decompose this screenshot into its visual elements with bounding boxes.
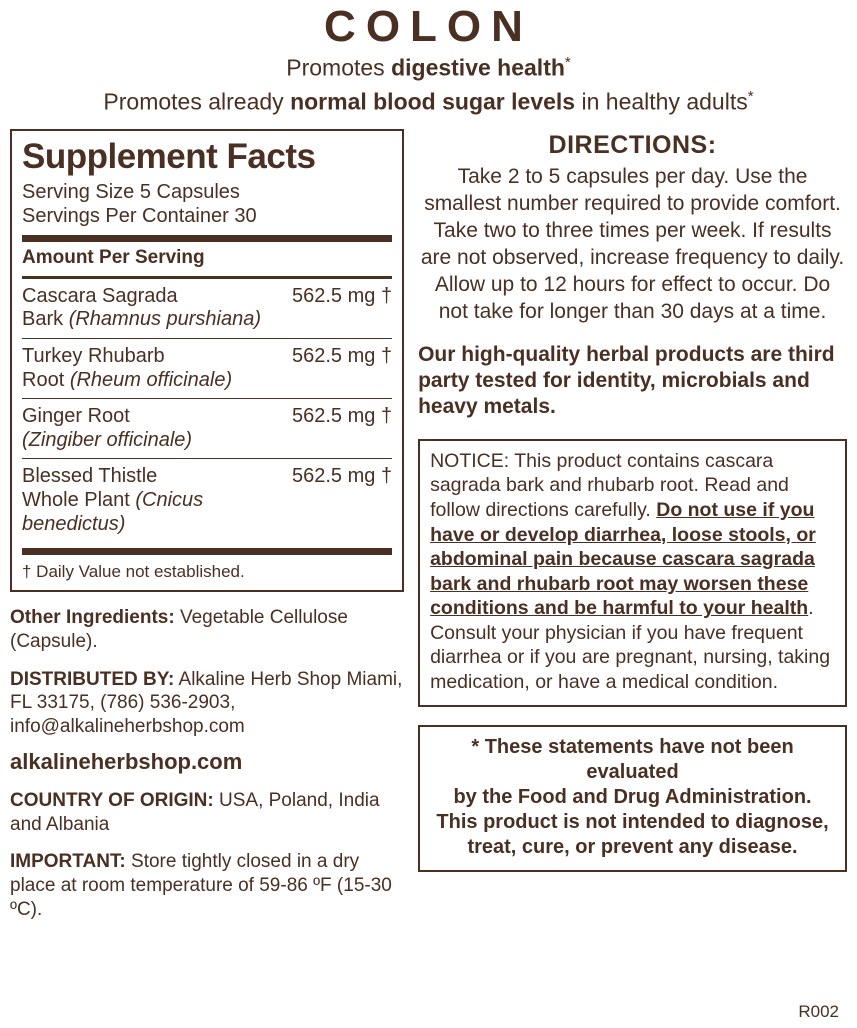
ingredient-amount: 562.5 mg † [292, 405, 393, 428]
distributed-by [10, 668, 404, 739]
ingredient-latin-name: (Rhamnus purshiana) [68, 308, 262, 331]
daily-value-footnote: † Daily Value not established. [22, 562, 245, 582]
country-of-origin-value: USA, Poland, India and Albania [10, 789, 380, 835]
ingredient-latin-name: (Rheum officinale) [69, 368, 233, 391]
divider-thick-bottom [22, 548, 392, 555]
disclaimer-line-2: by the Food and Drug Administration. [453, 785, 812, 808]
fda-disclaimer-box [418, 725, 847, 873]
supplement-facts-title: Supplement Facts [22, 137, 316, 177]
notice-part-2: . Consult your physician if you have frequent diarrhea or if you are pregnant, nursing, taking medication, or have a medical condition. [430, 597, 831, 693]
notice-warning-underlined: Do not use if you have or develop diarrhea, loose stools, or abdominal pain because cascara sagrada bark and rhubarb root may worsen these conditions and be harmful to your health [430, 499, 816, 620]
page-title: COLON [324, 2, 533, 51]
distributed-by-value: Alkaline Herb Shop Miami, FL 33175, (786) 536-2903, info@alkalineherbshop.com [10, 668, 403, 738]
directions-title: DIRECTIONS: [548, 131, 717, 160]
supplement-label [0, 4, 857, 1028]
claim-digestive-health [10, 53, 847, 84]
amount-per-serving-header: Amount Per Serving [22, 246, 205, 268]
ingredient-name-line1: Turkey Rhubarb [22, 345, 165, 367]
storage-important [10, 850, 404, 921]
claim-1-asterisk: * [564, 54, 571, 72]
claim-blood-sugar [10, 87, 847, 118]
ingredient-amount: 562.5 mg † [292, 465, 393, 488]
disclaimer-line-1: * These statements have not been evaluated [471, 735, 794, 783]
quality-statement: Our high-quality herbal products are third party tested for identity, microbials and heavy metals. [418, 342, 835, 419]
ingredient-name [22, 285, 261, 332]
claim-2-asterisk: * [747, 87, 754, 105]
other-ingredients [10, 606, 404, 654]
ingredient-name-line1: Blessed Thistle [22, 465, 158, 488]
table-row [22, 459, 392, 542]
claim-2-emphasis: normal blood sugar levels [290, 88, 576, 115]
notice-box [418, 439, 847, 707]
claim-1-prefix: Promotes [286, 54, 392, 81]
ingredient-name-line2: Bark [22, 308, 69, 331]
left-column [10, 129, 404, 921]
table-row [22, 339, 392, 398]
ingredient-latin-name: (Zingiber officinale) [22, 428, 193, 451]
important-label: IMPORTANT: [10, 851, 126, 873]
right-column [418, 129, 847, 872]
claim-2-suffix: in healthy adults [575, 88, 748, 115]
other-ingredients-label: Other Ingredients: [10, 607, 175, 629]
revision-code: R002 [798, 1002, 839, 1021]
claim-2-prefix: Promotes already [103, 88, 291, 115]
label-columns [10, 129, 847, 921]
website-link[interactable]: alkalineherbshop.com [10, 748, 243, 774]
ingredient-name-line2: Whole Plant [22, 488, 136, 511]
distributed-by-label: DISTRIBUTED BY: [10, 668, 175, 690]
table-row [22, 399, 392, 458]
ingredient-name [22, 405, 192, 452]
ingredient-name-line1: Ginger Root [22, 405, 130, 428]
directions-body: Take 2 to 5 capsules per day. Use the smallest number required to provide comfort. Take two to three times per week. If results are not observed, increase frequency to daily. Allow up to 12 hours for effect to occur. Do not take for longer than 30 days at a time. [420, 165, 845, 323]
ingredient-name-line1: Cascara Sagrada [22, 284, 178, 307]
ingredient-amount: 562.5 mg † [292, 284, 393, 307]
ingredient-name-line2: Root [22, 368, 70, 391]
country-of-origin [10, 789, 404, 837]
ingredient-name [22, 465, 272, 536]
claim-1-emphasis: digestive health [391, 54, 565, 81]
supplement-facts-panel [10, 129, 404, 592]
ingredient-latin-name: (Cnicus benedictus) [22, 488, 204, 535]
important-value: Store tightly closed in a dry place at room temperature of 59-86 ºF (15-30 ºC). [10, 851, 392, 920]
table-row [22, 279, 392, 338]
divider-thick-top [22, 235, 392, 242]
product-claims [10, 53, 847, 117]
disclaimer-line-4: treat, cure, or prevent any disease. [467, 836, 798, 859]
country-of-origin-label: COUNTRY OF ORIGIN: [10, 789, 214, 811]
servings-per-container: Servings Per Container 30 [22, 205, 257, 228]
disclaimer-line-3: This product is not intended to diagnose, [436, 811, 829, 834]
serving-size: Serving Size 5 Capsules [22, 181, 240, 204]
ingredient-name [22, 345, 232, 392]
notice-part-1: NOTICE: This product contains cascara sagrada bark and rhubarb root. Read and follow directions carefully. [430, 449, 789, 522]
ingredient-amount: 562.5 mg † [292, 345, 393, 367]
other-ingredients-value: Vegetable Cellulose (Capsule). [10, 607, 348, 652]
